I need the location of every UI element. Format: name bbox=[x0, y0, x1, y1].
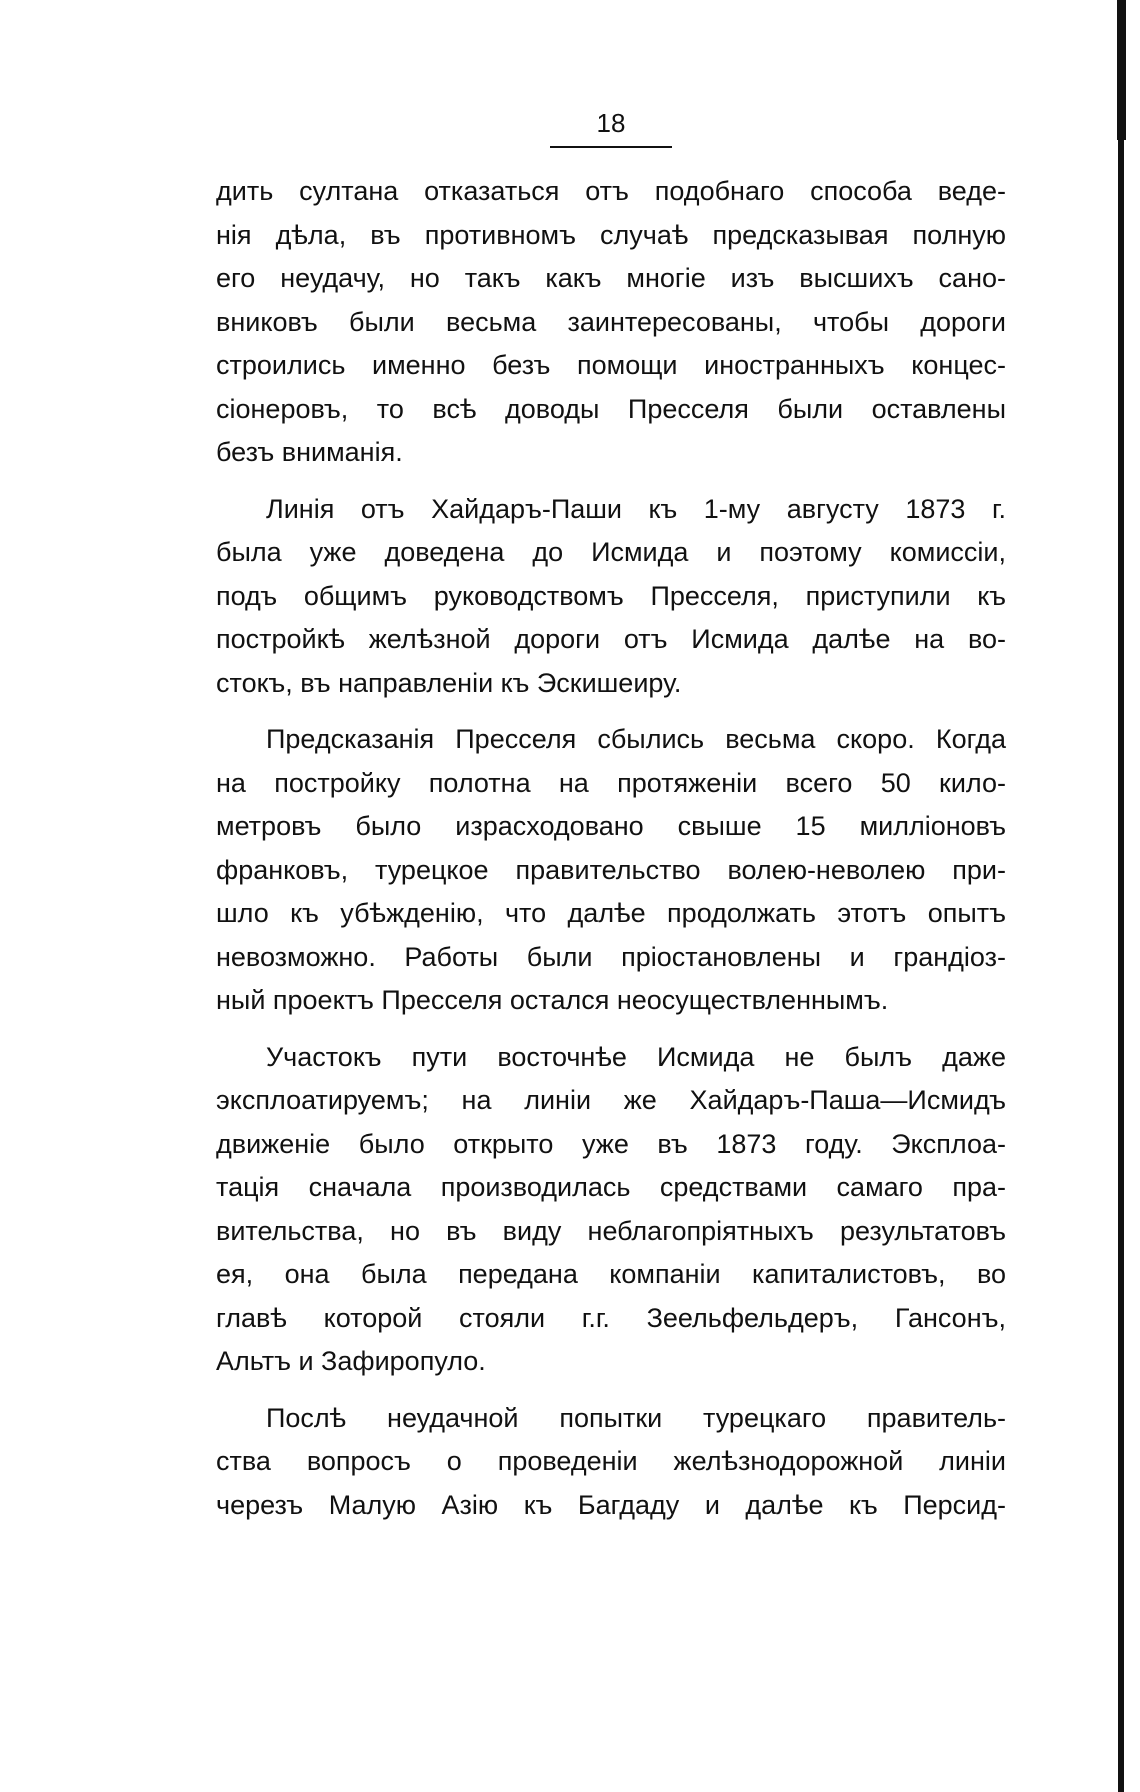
text-line: эксплоатируемъ; на линіи же Хайдаръ-Паша—Исмидъ bbox=[216, 1085, 1006, 1115]
text-line: постройкѣ желѣзной дороги отъ Исмида далѣе на во- bbox=[216, 624, 1006, 654]
paragraph bbox=[216, 718, 1006, 1023]
text-line: метровъ было израсходовано свыше 15 милліоновъ bbox=[216, 811, 1006, 841]
text-line: ея, она была передана компаніи капиталистовъ, во bbox=[216, 1259, 1006, 1289]
paragraph bbox=[216, 488, 1006, 706]
text-line: на постройку полотна на протяженіи всего 50 кило- bbox=[216, 767, 1006, 798]
text-line: франковъ, турецкое правительство волею-неволею при- bbox=[216, 854, 1006, 885]
text-line: подъ общимъ руководствомъ Пресселя, приступили къ bbox=[216, 580, 1006, 611]
text-line: невозможно. Работы были пріостановлены и грандіоз- bbox=[216, 941, 1006, 972]
text-line: стокъ, въ направленіи къ Эскишеиру. bbox=[216, 667, 682, 698]
text-line: сіонеровъ, то всѣ доводы Пресселя были оставлены bbox=[216, 393, 1006, 424]
text-line: ства вопросъ о проведеніи желѣзнодорожной линіи bbox=[216, 1446, 1006, 1476]
text-line: безъ вниманія. bbox=[216, 437, 403, 467]
text-line: шло къ убѣжденію, что далѣе продолжать этотъ опытъ bbox=[216, 898, 1006, 928]
text-line: его неудачу, но такъ какъ многіе изъ высшихъ сано- bbox=[216, 263, 1006, 293]
page-number-rule bbox=[550, 146, 672, 148]
text-line: строились именно безъ помощи иностранныхъ концес- bbox=[216, 350, 1006, 380]
paragraph bbox=[216, 170, 1006, 475]
text-line: ный проектъ Пресселя остался неосуществленнымъ. bbox=[216, 985, 889, 1015]
text-line: движеніе было открыто уже въ 1873 году. Эксплоа- bbox=[216, 1128, 1006, 1159]
text-line: вительства, но въ виду неблагопріятныхъ результатовъ bbox=[216, 1215, 1006, 1246]
text-line: Участокъ пути восточнѣе Исмида не былъ даже bbox=[266, 1041, 1006, 1072]
text-line: дить султана отказаться отъ подобнаго способа веде- bbox=[216, 176, 1006, 206]
paragraph bbox=[216, 1036, 1006, 1384]
scan-edge-line bbox=[1118, 0, 1124, 1792]
text-line: черезъ Малую Азію къ Багдаду и далѣе къ Персид- bbox=[216, 1489, 1006, 1520]
page-number: 18 bbox=[596, 108, 626, 138]
text-line: нія дѣла, въ противномъ случаѣ предсказывая полную bbox=[216, 219, 1006, 250]
text-line: вниковъ были весьма заинтересованы, чтобы дороги bbox=[216, 306, 1006, 337]
body-text bbox=[216, 170, 1006, 1540]
paragraph bbox=[216, 1397, 1006, 1528]
text-line: была уже доведена до Исмида и поэтому комиссіи, bbox=[216, 537, 1006, 567]
text-line: Альтъ и Зафиропуло. bbox=[216, 1346, 486, 1376]
text-line: Предсказанія Пресселя сбылись весьма скоро. Когда bbox=[266, 724, 1006, 754]
text-line: главѣ которой стояли г.г. Зеельфельдеръ, Гансонъ, bbox=[216, 1302, 1006, 1333]
text-line: тація сначала производилась средствами самаго пра- bbox=[216, 1172, 1006, 1202]
text-line: Послѣ неудачной попытки турецкаго правитель- bbox=[266, 1402, 1006, 1433]
text-line: Линія отъ Хайдаръ-Паши къ 1-му августу 1873 г. bbox=[266, 493, 1006, 524]
